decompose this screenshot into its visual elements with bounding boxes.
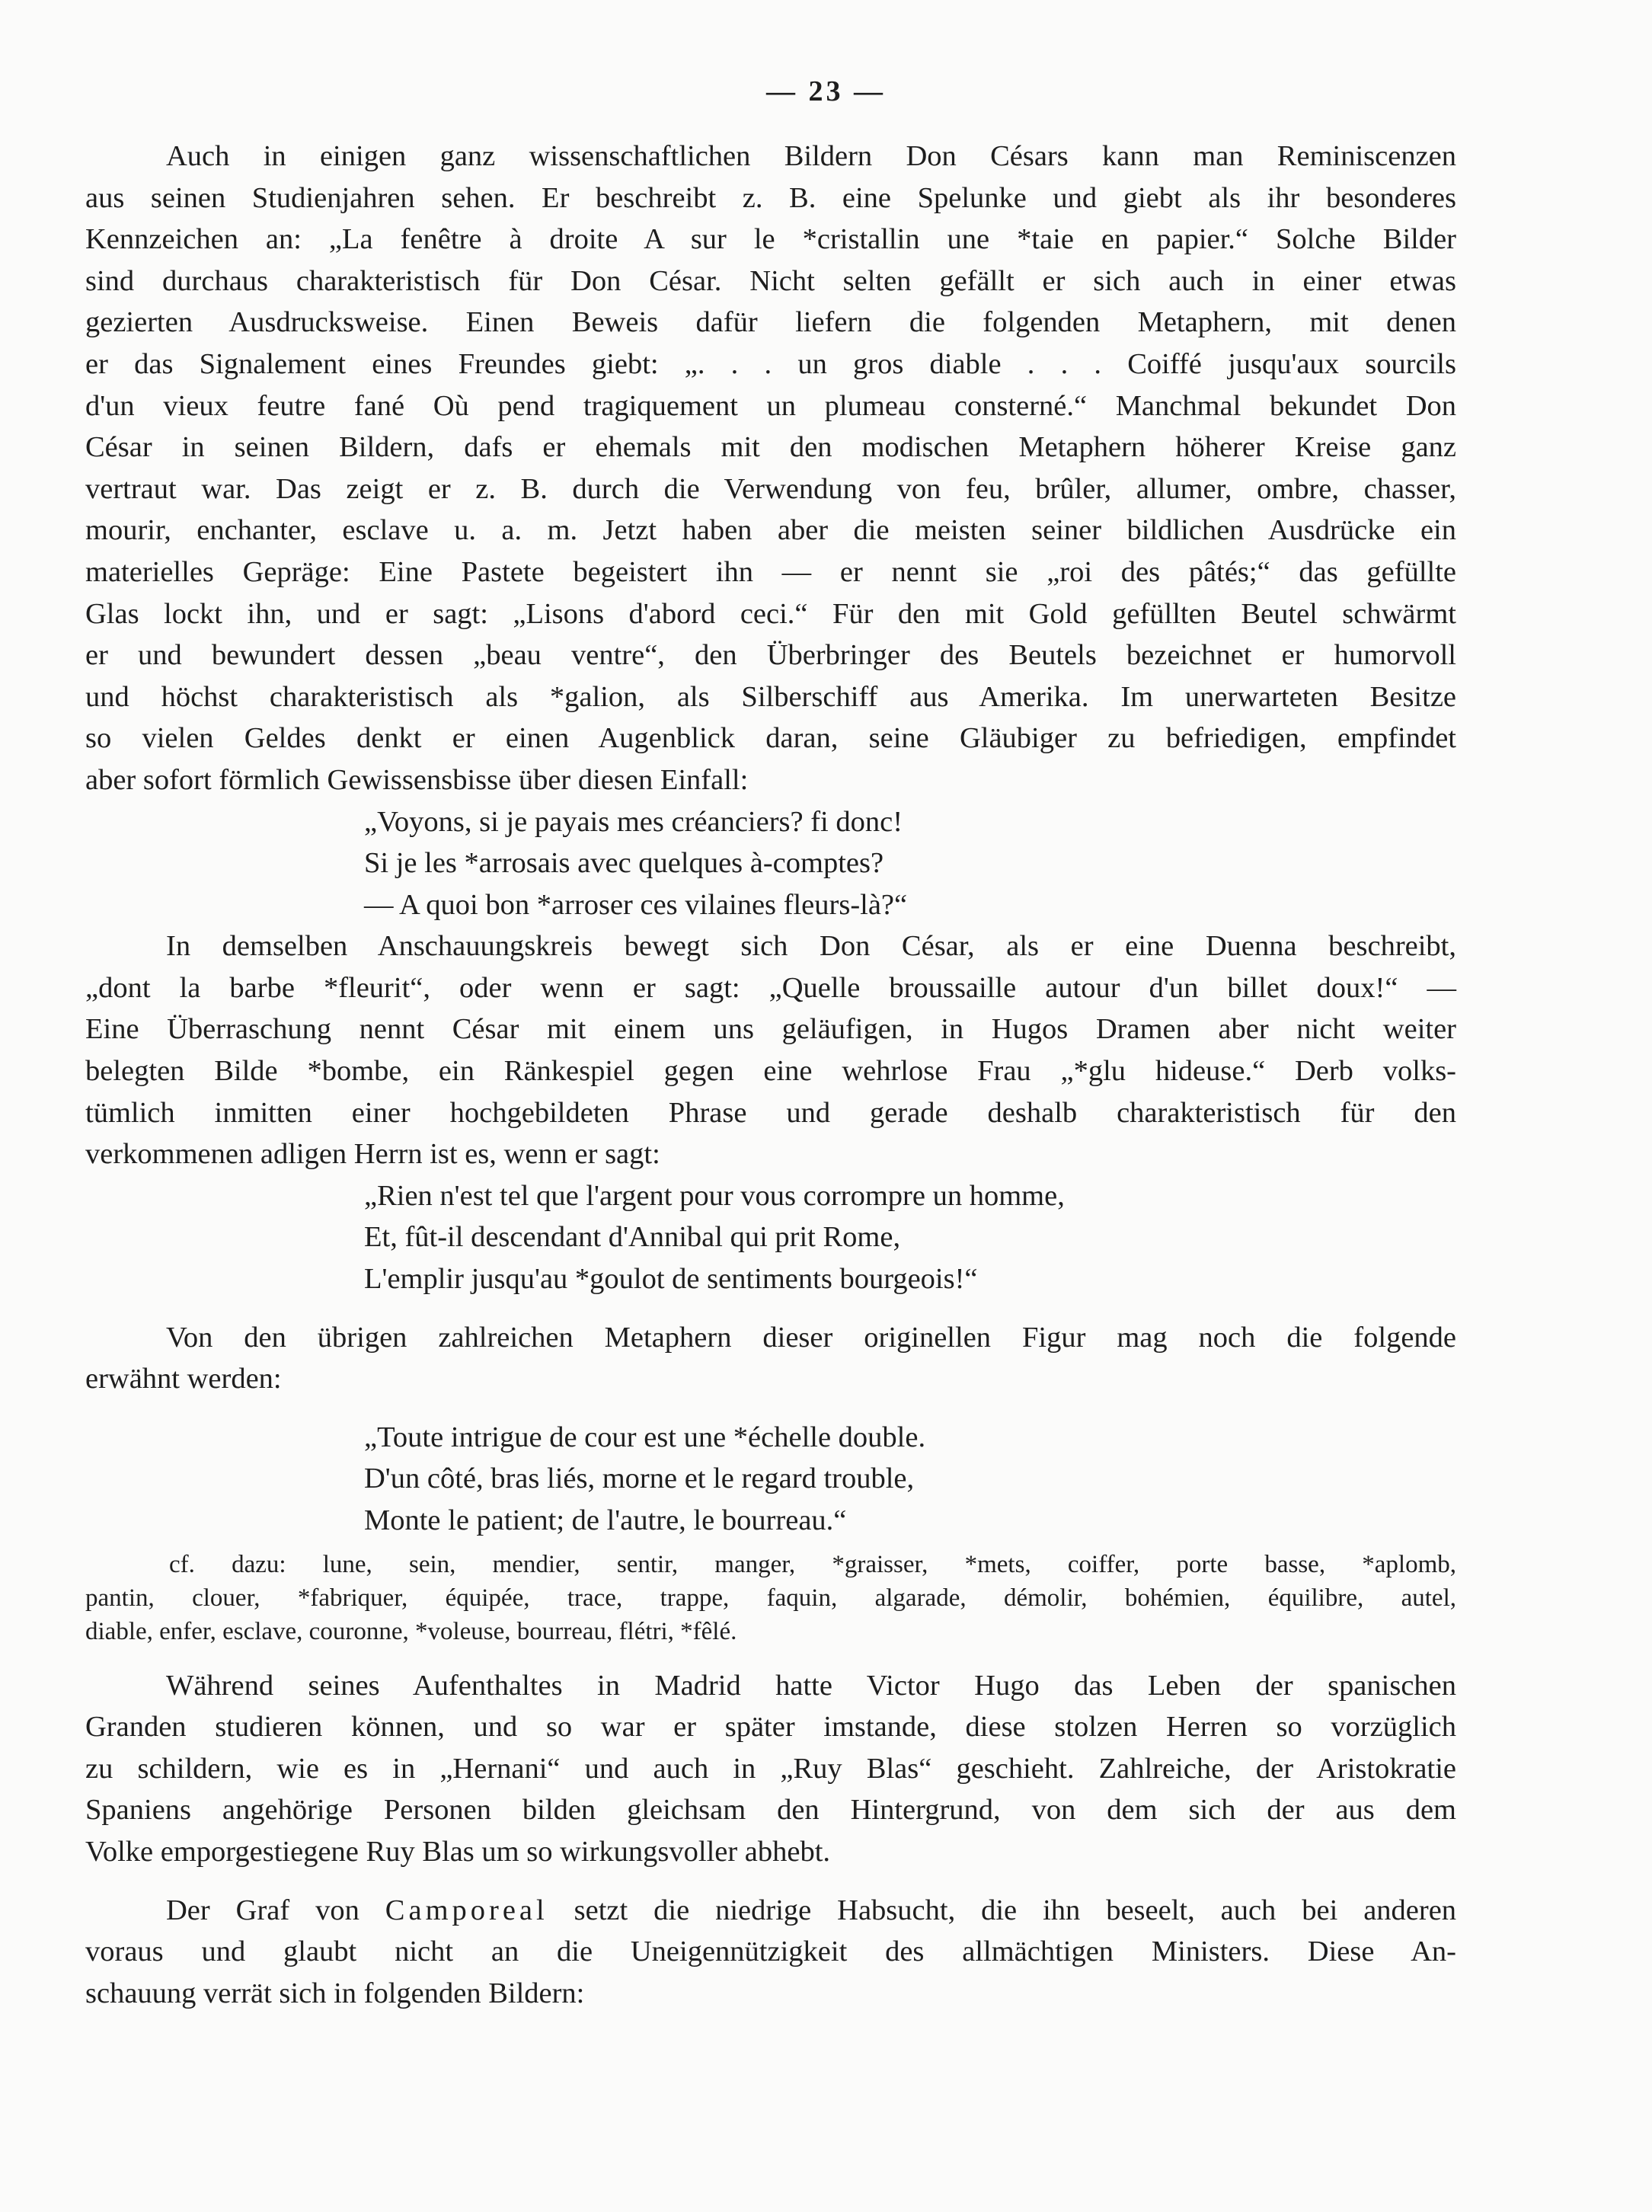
text-line: schauung verrät sich in folgenden Bildern: [85,1977,585,2009]
text-line: voraus und glaubt nicht an die Uneigennützigkeit des allmächtigen Ministers. Diese An- [85,1936,1456,1968]
verse-line: „Rien n'est tel que l'argent pour vous corrompre un homme, [364,1179,1065,1212]
text-fragment: Der Graf von [166,1894,359,1926]
text-line: gezierten Ausdrucksweise. Einen Beweis dafür liefern die folgenden Metaphern, mit denen [85,306,1456,339]
paragraph-5 [85,1890,1456,2015]
text-line: Kennzeichen an: „La fenêtre à droite A sur le *cristallin une *taie en papier.“ Solche Bilder [85,223,1456,256]
text-line: vertraut war. Das zeigt er z. B. durch die Verwendung von feu, brûler, allumer, ombre, chasser, [85,472,1456,505]
footnote-list [85,1548,1456,1648]
verse-line: Monte le patient; de l'autre, le bourreau.“ [364,1504,847,1536]
verse-quote-3 [85,1417,1456,1542]
text-line: er das Signalement eines Freundes giebt: „. . . un gros diable . . . Coiffé jusqu'aux sourcils [85,347,1456,380]
verse-line: „Toute intrigue de cour est une *échelle double. [364,1421,926,1453]
paragraph-4 [85,1665,1456,1873]
text-line: Während seines Aufenthaltes in Madrid hatte Victor Hugo das Leben der spanischen [166,1669,1456,1702]
text-line: Eine Überraschung nennt César mit einem uns geläufigen, in Hugos Dramen aber nicht weiter [85,1013,1456,1046]
text-line: Auch in einigen ganz wissenschaftlichen Bildern Don Césars kann man Reminiscenzen [166,140,1456,172]
text-line: aus seinen Studienjahren sehen. Er beschreibt z. B. eine Spelunke und giebt als ihr besonderes [85,181,1456,214]
text-line: verkommenen adligen Herrn ist es, wenn er sagt: [85,1138,660,1171]
text-line: César in seinen Bildern, dafs er ehemals mit den modischen Metaphern höherer Kreise ganz [85,431,1456,464]
text-line: so vielen Geldes denkt er einen Augenblick daran, seine Gläubiger zu befriedigen, empfindet [85,722,1456,755]
text-line: erwähnt werden: [85,1363,282,1395]
text-line: aber sofort förmlich Gewissensbisse über diesen Einfall: [85,763,749,796]
text-line [85,1890,1456,1932]
text-line: tümlich inmitten einer hochgebildeten Phrase und gerade deshalb charakteristisch für den [85,1096,1456,1129]
text-line: In demselben Anschauungskreis bewegt sich Don César, als er eine Duenna beschreibt, [166,930,1456,963]
verse-quote-2 [85,1175,1456,1300]
text-line: Glas lockt ihn, und er sagt: „Lisons d'abord ceci.“ Für den mit Gold gefüllten Beutel schwärmt [85,597,1456,630]
text-line: Von den übrigen zahlreichen Metaphern dieser originellen Figur mag noch die folgende [166,1321,1456,1354]
verse-line: Et, fût-il descendant d'Annibal qui prit Rome, [364,1221,901,1254]
text-line: er und bewundert dessen „beau ventre“, den Überbringer des Beutels bezeichnet er humorvoll [85,639,1456,672]
text-line: materielles Gepräge: Eine Pastete begeistert ihn — er nennt sie „roi des pâtés;“ das gefüllte [85,555,1456,588]
text-line: zu schildern, wie es in „Hernani“ und auch in „Ruy Blas“ geschieht. Zahlreiche, der Aristokratie [85,1752,1456,1785]
text-fragment: setzt die niedrige Habsucht, die ihn beseelt, auch bei anderen [574,1894,1457,1926]
text-line: sind durchaus charakteristisch für Don César. Nicht selten gefällt er sich auch in einer etwas [85,264,1456,297]
paragraph-3 [85,1317,1456,1400]
paragraph-1 [85,136,1456,801]
verse-line: L'emplir jusqu'au *goulot de sentiments bourgeois!“ [364,1263,978,1296]
verse-line: Si je les *arrosais avec quelques à-comptes? [364,847,884,880]
page-number: — 23 — [766,75,886,107]
text-line: belegten Bilde *bombe, ein Ränkespiel gegen eine wehrlose Frau „*glu hideuse.“ Derb volks- [85,1055,1456,1088]
text-line: mourir, enchanter, esclave u. a. m. Jetzt haben aber die meisten seiner bildlichen Ausdrücke ein [85,514,1456,547]
text-line: „dont la barbe *fleurit“, oder wenn er sagt: „Quelle broussaille autour d'un billet doux!“ — [85,971,1456,1004]
text-line: Volke emporgestiegene Ruy Blas um so wirkungsvoller abhebt. [85,1835,831,1868]
page-body [85,136,1456,2014]
verse-quote-1 [85,801,1456,926]
text-line: d'un vieux feutre fané Où pend tragiquement un plumeau consterné.“ Manchmal bekundet Don [85,389,1456,422]
person-name: Camporeal [385,1894,548,1926]
text-line: Granden studieren können, und so war er später imstande, diese stolzen Herren so vorzüglich [85,1711,1456,1744]
text-line: Spaniens angehörige Personen bilden gleichsam den Hintergrund, von dem sich der aus dem [85,1794,1456,1827]
verse-line: D'un côté, bras liés, morne et le regard trouble, [364,1462,915,1495]
paragraph-2 [85,925,1456,1175]
note-line: pantin, clouer, *fabriquer, équipée, trace, trappe, faquin, algarade, démolir, bohémien, équilibre, autel, [85,1584,1456,1612]
verse-line: — A quoi bon *arroser ces vilaines fleurs-là?“ [364,888,908,921]
note-line: diable, enfer, esclave, couronne, *voleuse, bourreau, flétri, *fêlé. [85,1617,737,1645]
verse-line: „Voyons, si je payais mes créanciers? fi donc! [364,805,903,838]
note-line: cf. dazu: lune, sein, mendier, sentir, manger, *graisser, *mets, coiffer, porte basse, *aplomb, [169,1550,1456,1578]
text-line: und höchst charakteristisch als *galion, als Silberschiff aus Amerika. Im unerwarteten Besitze [85,680,1456,713]
